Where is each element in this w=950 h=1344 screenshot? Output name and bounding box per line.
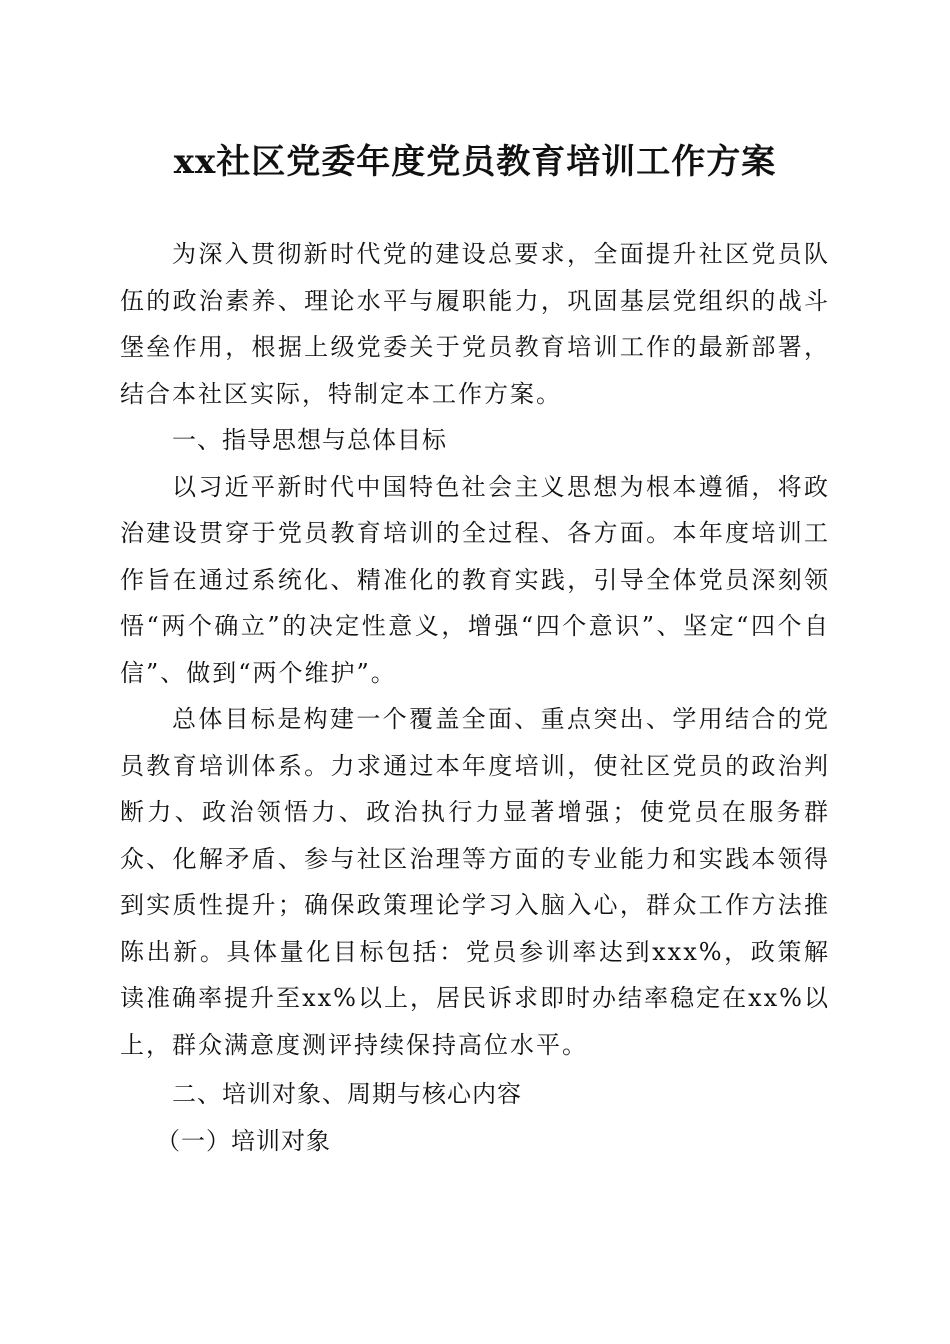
intro-paragraph: 为深入贯彻新时代党的建设总要求，全面提升社区党员队伍的政治素养、理论水平与履职能力，巩固基层党组织的战斗堡垒作用，根据上级党委关于党员教育培训工作的最新部署，结合本社区实际，特制定本工作方案。 [120, 240, 830, 408]
section-heading-training-targets: 二、培训对象、周期与核心内容 [172, 1080, 522, 1108]
subsection-heading-training-audience: （一）培训对象 [156, 1126, 331, 1155]
document-title: xx社区党委年度党员教育培训工作方案 [173, 142, 777, 182]
document-body [120, 231, 830, 1164]
guiding-principles-paragraph: 以习近平新时代中国特色社会主义思想为根本遵循，将政治建设贯穿于党员教育培训的全过程、各方面。本年度培训工作旨在通过系统化、精准化的教育实践，引导全体党员深刻领悟“两个确立”的决定性意义，增强“四个意识”、坚定“四个自信”、做到“两个维护”。 [120, 472, 830, 687]
section-heading-guiding-principles: 一、指导思想与总体目标 [172, 426, 447, 454]
overall-goals-paragraph: 总体目标是构建一个覆盖全面、重点突出、学用结合的党员教育培训体系。力求通过本年度培训，使社区党员的政治判断力、政治领悟力、政治执行力显著增强；使党员在服务群众、化解矛盾、参与社区治理等方面的专业能力和实践本领得到实质性提升；确保政策理论学习入脑入心，群众工作方法推陈出新。具体量化目标包括：党员参训率达到xxx%，政策解读准确率提升至xx%以上，居民诉求即时办结率稳定在xx%以上，群众满意度测评持续保持高位水平。 [120, 705, 830, 1059]
